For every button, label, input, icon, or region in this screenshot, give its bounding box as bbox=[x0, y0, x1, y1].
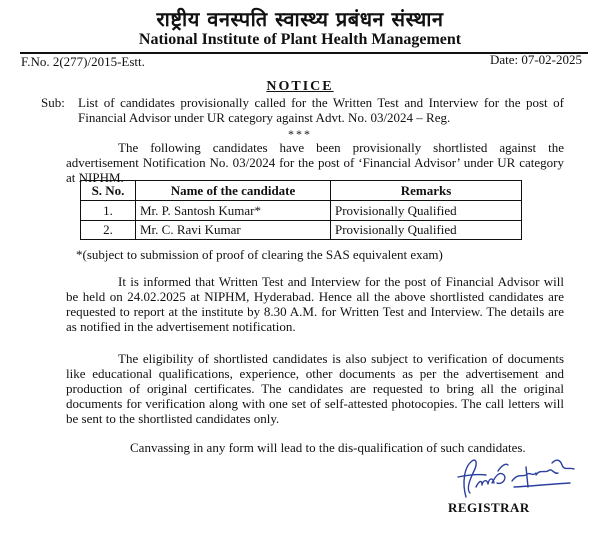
cell-sno: 2. bbox=[81, 221, 136, 240]
column-header-name: Name of the candidate bbox=[136, 181, 331, 201]
cell-candidate-name: Mr. C. Ravi Kumar bbox=[136, 221, 331, 240]
eligibility-paragraph: The eligibility of shortlisted candidates is also subject to verification of documents like educational qualifications, experience, other documents as per the advertisement and production of original certificates. The candidates are requested to bring all the original documents for verification along with one set of self-attested photocopies. The call letters will be sent to the shortlisted candidates only. bbox=[66, 351, 564, 426]
written-test-paragraph: It is informed that Written Test and Interview for the post of Financial Advisor will be held on 24.02.2025 at NIPHM, Hyderabad. Hence all the above shortlisted candidates are requested to report at the institute by 8.30 A.M. for Written Test and Interview. The details are as notified in the advertisement notification. bbox=[66, 274, 564, 334]
subject-label: Sub: bbox=[41, 95, 65, 110]
cell-candidate-name: Mr. P. Santosh Kumar* bbox=[136, 201, 331, 221]
table-row bbox=[81, 221, 522, 240]
english-institute-title: National Institute of Plant Health Management bbox=[138, 31, 462, 48]
registrar-signature bbox=[452, 453, 587, 505]
file-number: F.No. 2(277)/2015-Estt. bbox=[21, 54, 145, 69]
separator-stars: *** bbox=[288, 127, 312, 141]
registrar-designation: REGISTRAR bbox=[448, 500, 530, 515]
candidate-table bbox=[80, 180, 522, 240]
shortlist-paragraph: The following candidates have been provisionally shortlisted against the advertisement Notification No. 03/2024 for the post of ‘Financial Advisor’ under UR category at NIPHM. bbox=[66, 140, 564, 185]
column-header-sno: S. No. bbox=[81, 181, 136, 201]
subject-text: List of candidates provisionally called for the Written Test and Interview for the post of Financial Advisor under UR category against Advt. No. 03/2024 – Reg. bbox=[78, 95, 564, 125]
cell-remarks: Provisionally Qualified bbox=[331, 221, 522, 240]
cell-remarks: Provisionally Qualified bbox=[331, 201, 522, 221]
hindi-institute-title: राष्ट्रीय वनस्पति स्वास्थ्य प्रबंधन संस्थान bbox=[156, 7, 444, 31]
canvassing-warning: Canvassing in any form will lead to the dis-qualification of such candidates. bbox=[130, 440, 526, 455]
table-header-row bbox=[81, 181, 522, 201]
notice-date: Date: 07-02-2025 bbox=[489, 52, 582, 67]
cell-sno: 1. bbox=[81, 201, 136, 221]
table-row bbox=[81, 201, 522, 221]
table-footnote: *(subject to submission of proof of clearing the SAS equivalent exam) bbox=[76, 247, 443, 262]
notice-heading: NOTICE bbox=[266, 79, 334, 94]
column-header-remarks: Remarks bbox=[331, 181, 522, 201]
